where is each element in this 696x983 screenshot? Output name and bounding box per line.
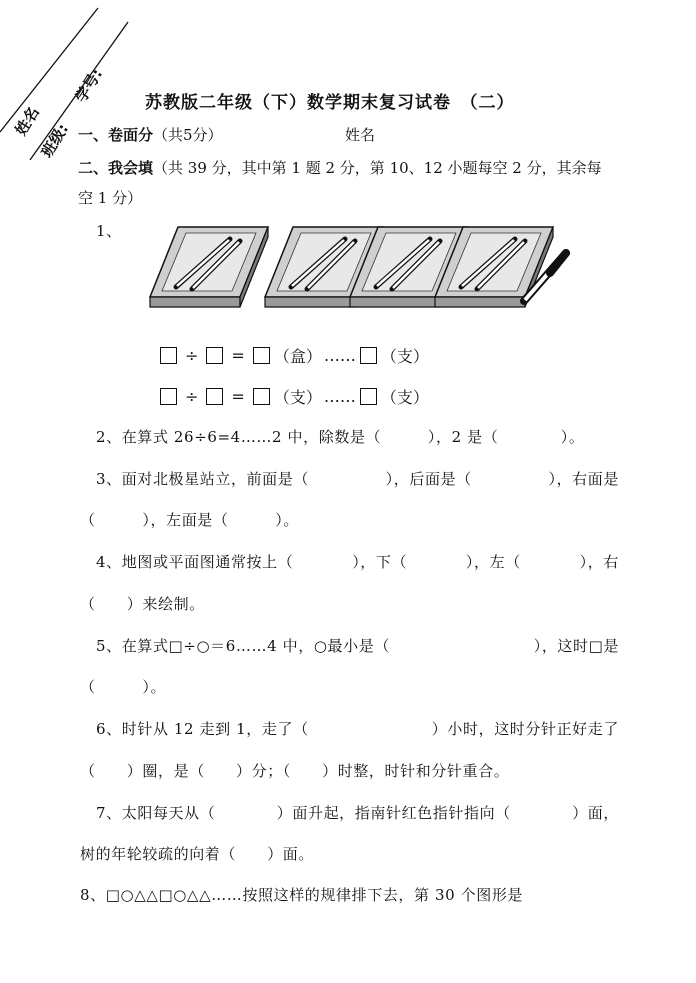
pen-box-1 [150, 227, 268, 307]
section-2-desc: （共 39 分，其中第 1 题 2 分，第 10、12 小题每空 2 分，其余每 [153, 159, 602, 177]
q1-formula-row-1: ÷ = （盒） …… （支） [158, 344, 429, 367]
answer-box[interactable] [206, 388, 223, 405]
section-1-heading: 一、卷面分 [78, 126, 154, 144]
answer-box[interactable] [206, 347, 223, 364]
page-title: 苏教版二年级（下）数学期末复习试卷 （二） [145, 93, 515, 113]
q5-line-1: 5、在算式□÷○＝6……4 中，○最小是（ ），这时□是 [96, 637, 619, 655]
q8: 8、□○△△□○△△……按照这样的规律排下去，第 30 个图形是 [80, 886, 524, 904]
answer-box[interactable] [160, 347, 177, 364]
section-2 [78, 157, 602, 178]
q1-formula-row-2: ÷ = （支） …… （支） [158, 385, 429, 408]
answer-box[interactable] [253, 388, 270, 405]
section-1-points: （共5分） [153, 126, 223, 144]
q7-line-2: 树的年轮较疏的向着（ ）面。 [80, 845, 315, 863]
section-2-desc-cont: 空 1 分） [78, 189, 143, 207]
answer-box[interactable] [253, 347, 270, 364]
answer-box[interactable] [160, 388, 177, 405]
answer-box[interactable] [360, 347, 377, 364]
q6-line-2: （ ）圈，是（ ）分；（ ）时整，时针和分针重合。 [80, 762, 510, 780]
pen-boxes-illustration [140, 215, 600, 315]
q6-line-1: 6、时针从 12 走到 1，走了（ ）小时，这时分针正好走了 [96, 720, 619, 738]
name-label-vertical: 姓名 [11, 103, 43, 139]
section-1 [78, 124, 223, 145]
q4-line-2: （ ）来绘制。 [80, 595, 205, 613]
q7-line-1: 7、太阳每天从（ ）面升起，指南针红色指针指向（ ）面， [96, 804, 619, 822]
section-2-heading: 二、我会填 [78, 159, 154, 177]
q1-number: 1、 [96, 222, 122, 240]
q3-line-1: 3、面对北极星站立，前面是（ ），后面是（ ），右面是 [96, 470, 619, 488]
q5-line-2: （ ）。 [80, 678, 167, 696]
answer-box[interactable] [360, 388, 377, 405]
q4-line-1: 4、地图或平面图通常按上（ ），下（ ），左（ ），右 [96, 553, 619, 571]
q3-line-2: （ ），左面是（ ）。 [80, 511, 300, 529]
name-field-label: 姓名 [345, 126, 376, 144]
number-label-vertical: 学号: [71, 65, 107, 106]
q2: 2、在算式 26÷6=4……2 中，除数是（ ），2 是（ ）。 [96, 428, 585, 446]
class-label-vertical: 班级: [37, 120, 73, 161]
